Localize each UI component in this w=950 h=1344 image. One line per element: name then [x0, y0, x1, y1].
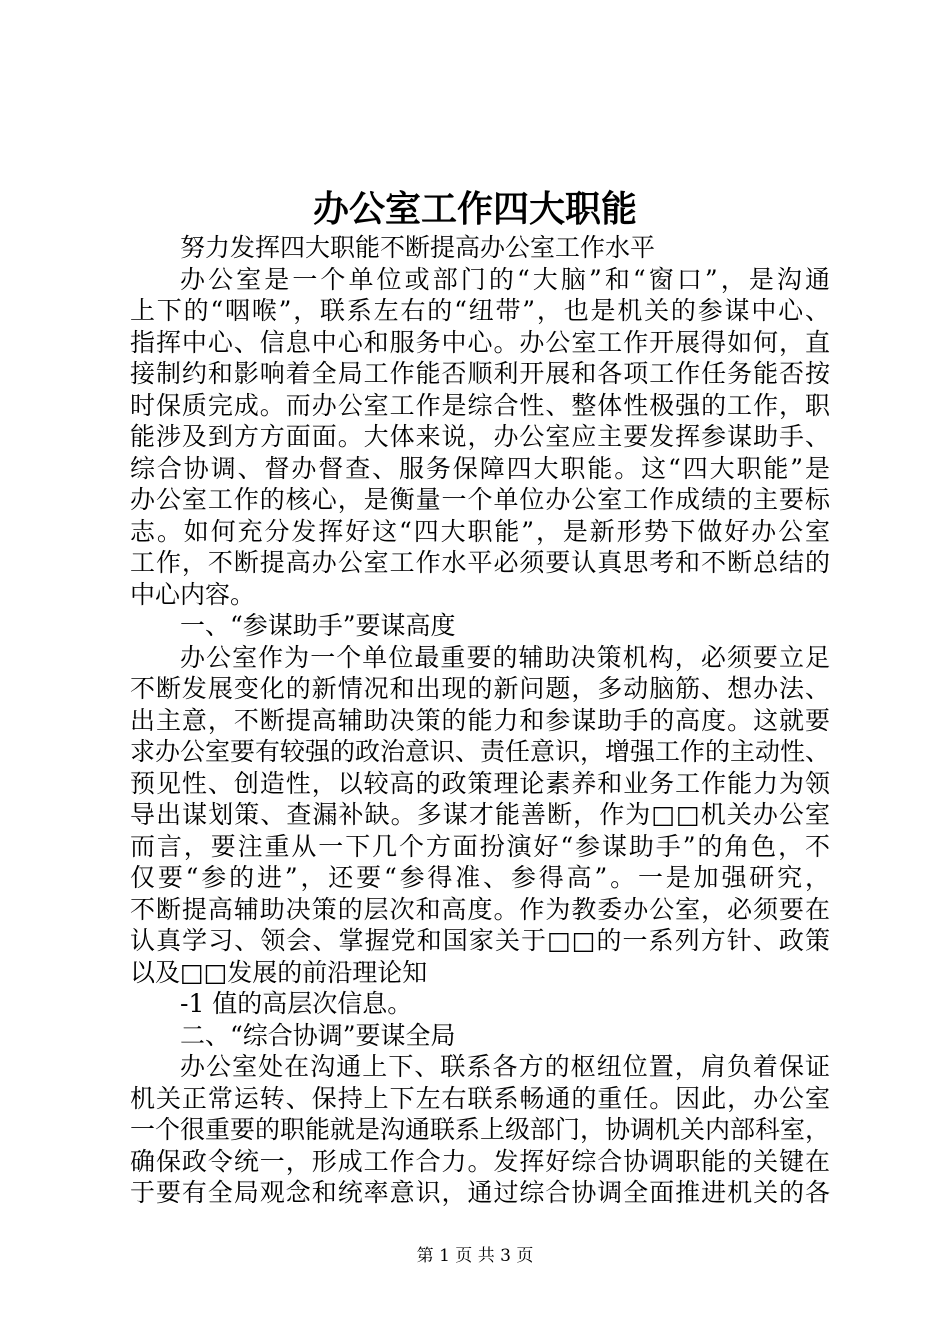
paragraph-line: 于要有全局观念和统率意识，通过综合协调全面推进机关的各	[130, 1178, 830, 1207]
document-title: 办公室工作四大职能	[312, 188, 637, 230]
paragraph-line: 办公室作为一个单位最重要的辅助决策机构，必须要立足	[180, 642, 830, 672]
paragraph-line: 一个很重要的职能就是沟通联系上级部门，协调机关内部科室，	[130, 1115, 830, 1144]
paragraph-line: 出主意，不断提高辅助决策的能力和参谋助手的高度。这就要	[130, 705, 830, 735]
paragraph-line: 工作，不断提高办公室工作水平必须要认真思考和不断总结的	[130, 548, 830, 577]
paragraph-line: 综合协调、督办督查、服务保障四大职能。这“四大职能”是	[130, 453, 830, 483]
paragraph-line: 接制约和影响着全局工作能否顺利开展和各项工作任务能否按	[130, 359, 830, 388]
paragraph-line: 指挥中心、信息中心和服务中心。办公室工作开展得如何，直	[130, 327, 830, 357]
document-body	[130, 232, 830, 1209]
section-heading: 二、“综合协调”要谋全局	[180, 1020, 456, 1050]
paragraph-line: 确保政令统一，形成工作合力。发挥好综合协调职能的关键在	[130, 1146, 830, 1176]
paragraph-line: 上下的“咽喉”，联系左右的“纽带”，也是机关的参谋中心、	[130, 296, 830, 325]
intro-paragraph	[130, 264, 830, 611]
document-subtitle: 努力发挥四大职能不断提高办公室工作水平	[180, 233, 656, 262]
paragraph-line: 认真学习、领会、掌握党和国家关于□□的一系列方针、政策	[130, 926, 830, 955]
paragraph-line: 不断发展变化的新情况和出现的新问题，多动脑筋、想办法、	[130, 674, 830, 703]
paragraph-line: 以及□□发展的前沿理论知	[130, 957, 428, 987]
paragraph-line: 求办公室要有较强的政治意识、责任意识，增强工作的主动性、	[130, 737, 830, 766]
paragraph-line: 能涉及到方方面面。大体来说，办公室应主要发挥参谋助手、	[130, 422, 830, 451]
paragraph-line: 时保质完成。而办公室工作是综合性、整体性极强的工作，职	[130, 390, 830, 420]
page-number-footer: 第 1 页 共 3 页	[416, 1246, 534, 1266]
paragraph-line: 而言，要注重从一下几个方面扮演好“参谋助手”的角色，不	[130, 831, 830, 861]
fragment-line: -1 值的高层次信息。	[180, 989, 413, 1018]
paragraph-line: 机关正常运转、保持上下左右联系畅通的重任。因此，办公室	[130, 1083, 830, 1113]
paragraph-line: 办公室是一个单位或部门的“大脑”和“窗口”，是沟通	[180, 264, 830, 294]
section1-paragraph	[130, 642, 830, 989]
paragraph-line: 中心内容。	[130, 579, 256, 609]
paragraph-line: 仅要“参的进”，还要“参得准、参得高”。一是加强研究，	[130, 863, 830, 892]
paragraph-line: 不断提高辅助决策的层次和高度。作为教委办公室，必须要在	[130, 894, 830, 924]
paragraph-line: 志。如何充分发挥好这“四大职能”，是新形势下做好办公室	[130, 516, 830, 546]
paragraph-line: 预见性、创造性，以较高的政策理论素养和业务工作能力为领	[130, 768, 830, 798]
section2-paragraph	[130, 1051, 830, 1209]
section-heading: 一、“参谋助手”要谋高度	[180, 611, 456, 640]
paragraph-line: 导出谋划策、查漏补缺。多谋才能善断，作为□□机关办公室	[130, 800, 830, 829]
paragraph-line: 办公室工作的核心，是衡量一个单位办公室工作成绩的主要标	[130, 485, 830, 514]
paragraph-line: 办公室处在沟通上下、联系各方的枢纽位置，肩负着保证	[180, 1052, 830, 1081]
